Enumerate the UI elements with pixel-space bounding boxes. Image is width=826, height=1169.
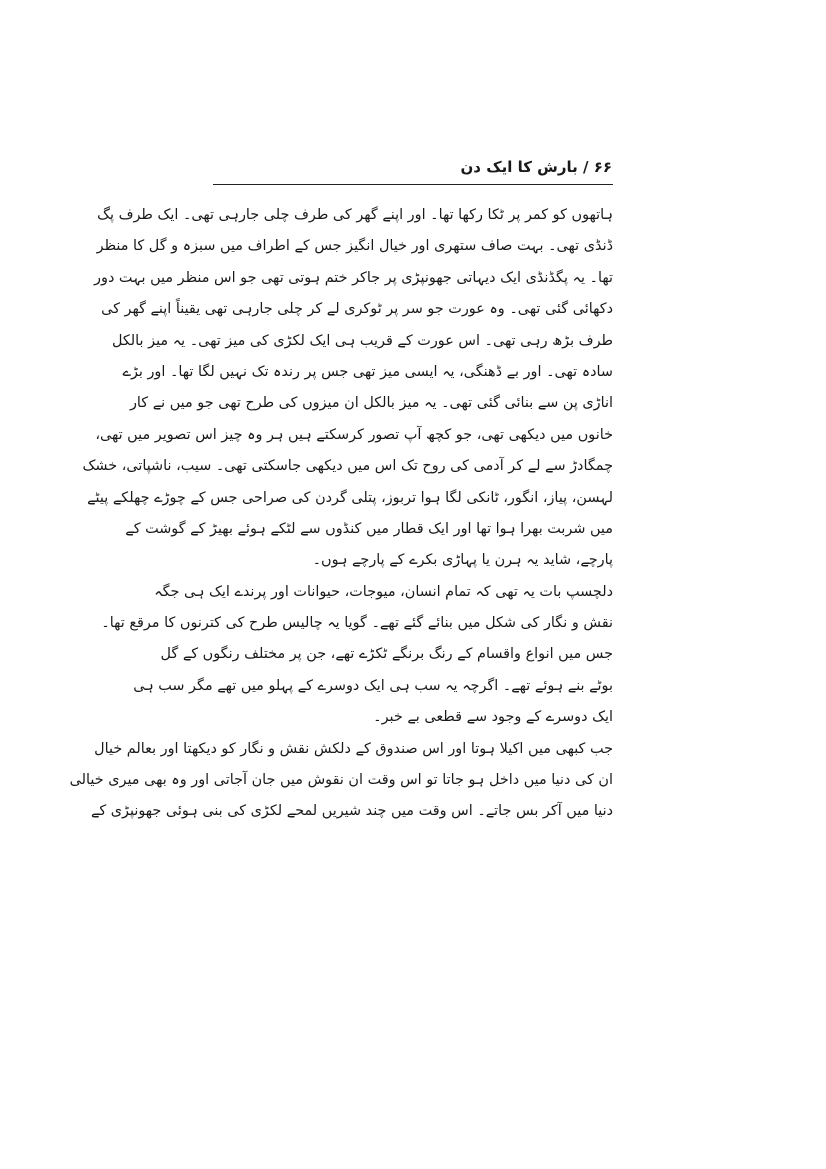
text-line: جس میں انواع واقسام کے رنگ برنگے ٹکڑے تھے، جن پر مختلف رنگوں کے گل	[160, 646, 613, 663]
text-line: دلچسپ بات یہ تھی کہ تمام انسان، میوجات، حیوانات اور پرندے ایک ہی جگہ	[154, 583, 613, 600]
paragraph-end-line: پارچے، شاید یہ ہرن یا پہاڑی بکرے کے پارچے ہوں۔	[312, 552, 613, 569]
text-line: سادہ تھی۔ اور بے ڈھنگی، یہ ایسی میز تھی جس پر رندہ تک نہیں لگا تھا۔ اور بڑے	[122, 363, 613, 380]
text-line: خانوں میں دیکھی تھی، جو کچھ آپ تصور کرسکتے ہیں ہر وہ چیز اس تصویر میں تھی،	[95, 426, 613, 443]
body-text	[69, 200, 613, 828]
text-line: ان کی دنیا میں داخل ہو جاتا تو اس وقت ان نقوش میں جان آجاتی اور وہ بھی میری خیالی	[69, 772, 613, 789]
text-line: تھا۔ یہ پگڈنڈی ایک دیہاتی جھونپڑی پر جاکر ختم ہوتی تھی جو اس منظر میں بہت دور	[94, 269, 613, 286]
text-line: اناڑی پن سے بنائی گئی تھی۔ یہ میز بالکل ان میزوں کی طرح تھی جو میں نے کار	[129, 395, 613, 412]
paragraph-end-line: ایک دوسرے کے وجود سے قطعی بے خبر۔	[373, 709, 613, 726]
text-line: چمگادڑ سے لے کر آدمی کی روح تک اس میں دیکھی جاسکتی تھی۔ سیب، ناشپاتی، خشک	[82, 458, 613, 475]
text-line: ڈنڈی تھی۔ بہت صاف ستھری اور خیال انگیز جس کے اطراف میں سبزہ و گل کا منظر	[96, 238, 613, 255]
text-line: ہاتھوں کو کمر پر ٹکا رکھا تھا۔ اور اپنے گھر کی طرف چلی جارہی تھی۔ ایک طرف پگ	[97, 207, 613, 223]
text-line: دکھائی گئی تھی۔ وہ عورت جو سر پر ٹوکری لے کر چلی جارہی تھی یقیناً اپنے گھر کی	[101, 301, 613, 318]
text-line: نقش و نگار کی شکل میں بنائے گئے تھے۔ گویا یہ چالیس طرح کی کترنوں کا مرقع تھا۔	[101, 615, 613, 632]
text-line: دنیا میں آکر بس جاتے۔ اس وقت میں چند شیریں لمحے لکڑی کی بنی ہوئی جھونپڑی کے	[90, 803, 613, 820]
text-line: میں شربت بھرا ہوا تھا اور ایک قطار میں کنڈوں سے لٹکے ہوئے بھیڑ کے گوشت کے	[125, 520, 613, 537]
running-header: ۶۶ / بارش کا ایک دن	[460, 158, 612, 176]
text-line: بوٹے بنے ہوئے تھے۔ اگرچہ یہ سب ہی ایک دوسرے کے پہلو میں تھے مگر سب ہی	[133, 677, 613, 694]
text-line: لہسن، پیاز، انگور، ٹانکی لگا ہوا تربوز، پتلی گردن کی صراحی جس کے چوڑے چھلکے پیٹے	[87, 489, 613, 506]
text-line: جب کبھی میں اکیلا ہوتا اور اس صندوق کے دلکش نقش و نگار کو دیکھتا اور بعالم خیال	[94, 740, 613, 757]
header-rule	[213, 184, 613, 185]
text-line: طرف بڑھ رہی تھی۔ اس عورت کے قریب ہی ایک لکڑی کی میز تھی۔ یہ میز بالکل	[111, 332, 613, 349]
